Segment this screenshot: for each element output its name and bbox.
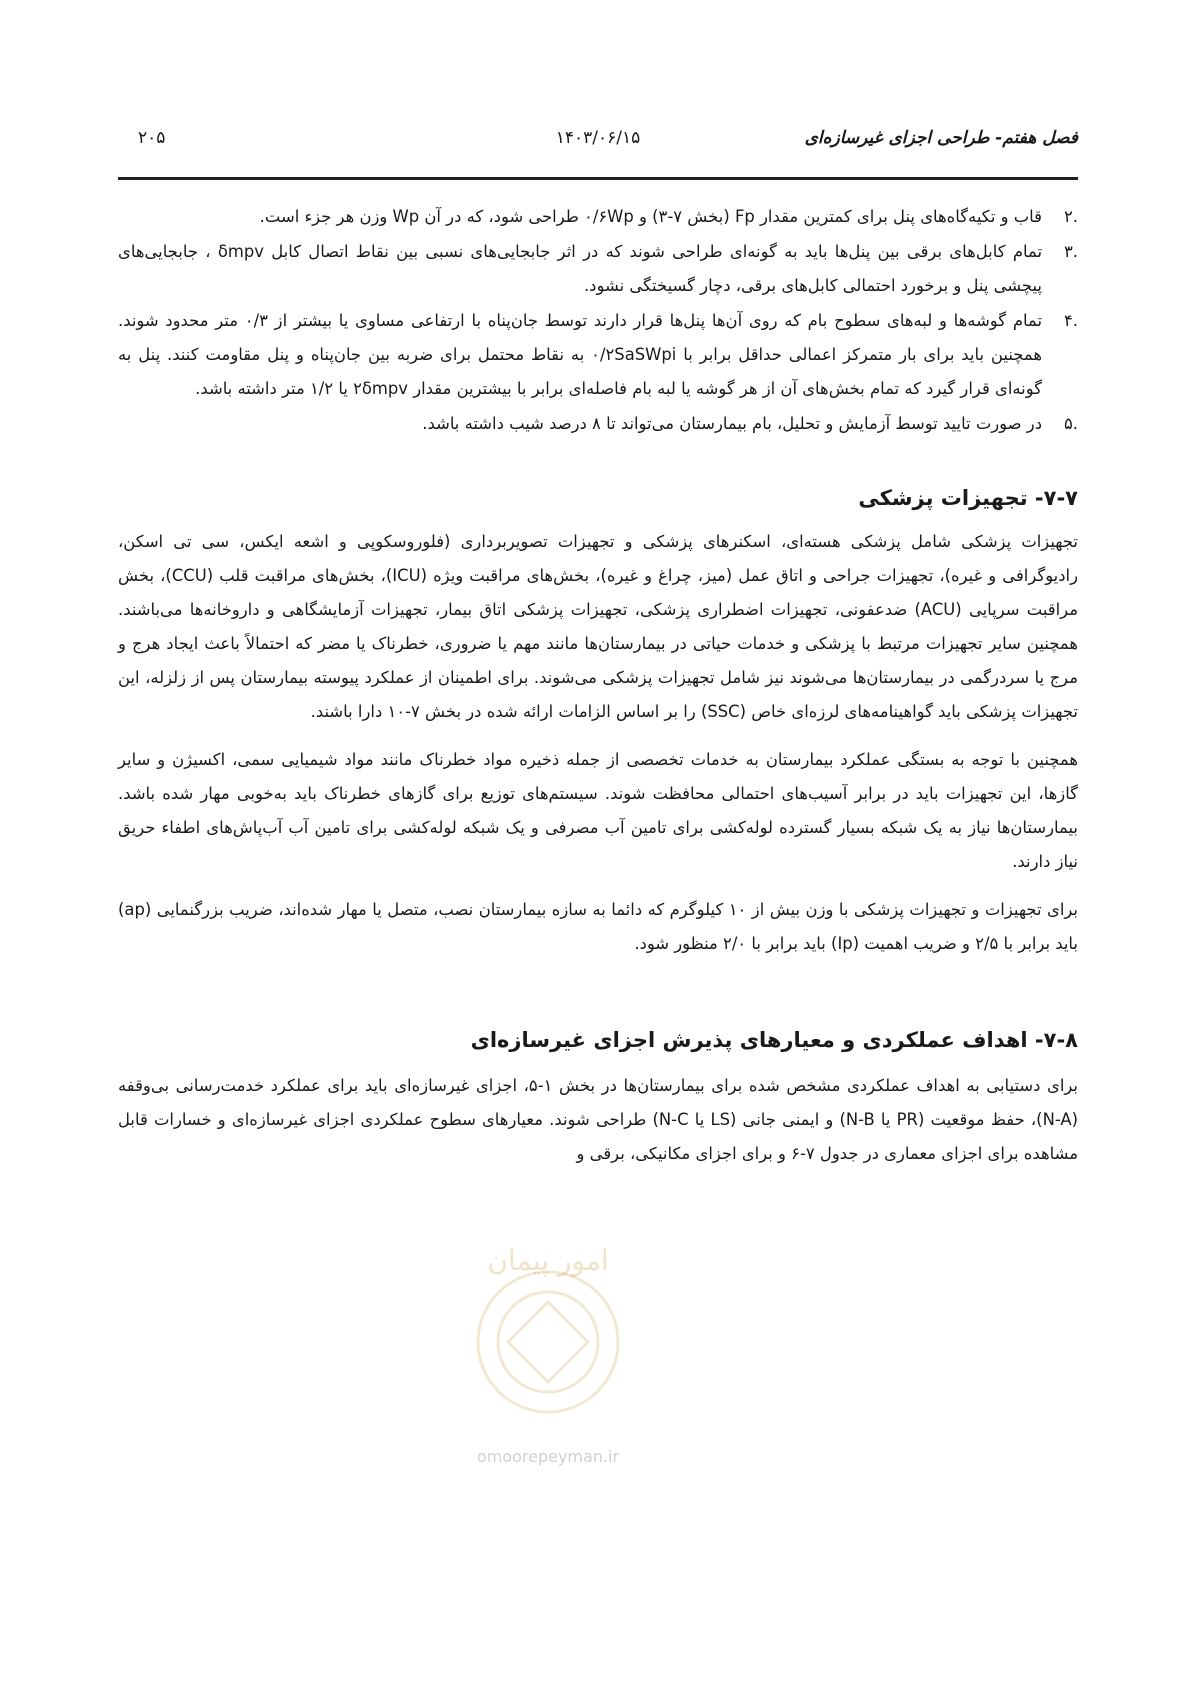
numbered-list [118, 200, 1078, 441]
list-number: .۵ [1063, 414, 1078, 433]
header-date: ۱۴۰۳/۰۶/۱۵ [555, 128, 641, 148]
page-header [118, 128, 1078, 156]
list-number: .۲ [1063, 207, 1078, 226]
section-heading-7-7: ۷-۷- تجهیزات پزشکی [858, 486, 1078, 510]
list-item [118, 200, 1078, 234]
paragraph: برای تجهیزات و تجهیزات پزشکی با وزن بیش از ۱۰ کیلوگرم که دائما به سازه بیمارستان نصب، متصل یا مهار شده‌اند، ضریب بزرگنمایی (ap) باید برابر با ۲/۵ و ضریب اهمیت (Ip) باید برابر با ۲/۰ منظور شود. [118, 900, 1078, 953]
watermark-url: omoorepeyman.ir [476, 1447, 620, 1466]
list-item [118, 304, 1078, 406]
list-text: تمام کابل‌های برقی بین پنل‌ها باید به گونه‌ای طراحی شوند که در اثر جابجایی‌های نسبی بین نقاط اتصال کابل δmpv ، جابجایی‌های پیچشی پنل و برخورد احتمالی کابل‌های برقی، دچار گسیختگی نشود. [118, 242, 1042, 295]
list-text: تمام گوشه‌ها و لبه‌های سطوح بام که روی آن‌ها پنل‌ها قرار دارند توسط جان‌پناه با ارتفاعی مساوی یا بیشتر از ۰/۳ متر محدود شوند. همچنین باید برای بار متمرکز اعمالی حداقل برابر با ۰/۲SaSWpi به نقاط محتمل برای ضربه بین جان‌پناه و پنل مقاومت کنند. پنل به گونه‌ای قرار گیرد که تمام بخش‌های آن از هر گوشه یا لبه بام فاصله‌ای برابر با بیشترین مقدار ۲δmpv یا ۱/۲ متر داشته باشد. [118, 311, 1043, 398]
chapter-title: فصل هفتم- طراحی اجزای غیرسازه‌ای [804, 128, 1078, 148]
list-text: در صورت تایید توسط آزمایش و تحلیل، بام بیمارستان می‌تواند تا ۸ درصد شیب داشته باشد. [422, 414, 1042, 433]
list-text: قاب و تکیه‌گاه‌های پنل برای کمترین مقدار Fp (بخش ۷-۳) و ۰/۶Wp طراحی شود، که در آن Wp وزن هر جزء است. [259, 207, 1042, 226]
list-number: .۳ [1063, 242, 1078, 261]
page-number: ۲۰۵ [138, 128, 166, 148]
section-heading-7-8: ۷-۸- اهداف عملکردی و معیارهای پذیرش اجزای غیرسازه‌ای [470, 1028, 1078, 1052]
page-content [118, 200, 1078, 1185]
list-item [118, 407, 1078, 441]
watermark-logo [448, 1222, 648, 1472]
paragraph: تجهیزات پزشکی شامل پزشکی هسته‌ای، اسکنرهای پزشکی و تجهیزات تصویربرداری (فلوروسکوپی و اشعه ایکس، سی تی اسکن، رادیوگرافی و غیره)، تجهیزات جراحی و اتاق عمل (میز، چراغ و غیره)، بخش‌های مراقبت ویژه (ICU)، بخش‌های مراقبت قلب (CCU)، بخش مراقبت سرپایی (ACU) ضدعفونی، تجهیزات اضطراری پزشکی، تجهیزات پزشکی اتاق بیمار، تجهیزات آزمایشگاهی و داروخانه‌ها می‌باشند. همچنین سایر تجهیزات مرتبط با پزشکی و خدمات حیاتی در بیمارستان‌ها مانند مهم یا ضروری، خطرناک یا مضر که احتمالاً باعث ایجاد هرج و مرج یا سردرگمی در بیمارستان‌ها می‌شوند نیز شامل تجهیزات پزشکی می‌شوند. برای اطمینان از عملکرد پیوسته بیمارستان پس از زلزله، این تجهیزات پزشکی باید گواهینامه‌های لرزه‌ای خاص (SSC) را بر اساس الزامات ارائه شده در بخش ۷-۱۰ دارا باشند. [118, 532, 1079, 721]
list-item [118, 235, 1078, 303]
list-number: .۴ [1063, 311, 1078, 330]
paragraph: برای دستیابی به اهداف عملکردی مشخص شده برای بیمارستان‌ها در بخش ۱-۵، اجزای غیرسازه‌ای باید برای عملکرد خدمت‌رسانی بی‌وقفه (N-A)، حفظ موقعیت (PR یا N-B) و ایمنی جانی (LS یا N-C) طراحی شوند. معیارهای سطوح عملکردی اجزای غیرسازه‌ای و خسارات قابل مشاهده برای اجزای معماری در جدول ۷-۶ و برای اجزای مکانیکی، برقی و [118, 1076, 1078, 1163]
watermark-logo-text: امور پیمان [487, 1244, 609, 1277]
paragraph: همچنین با توجه به بستگی عملکرد بیمارستان به خدمات تخصصی از جمله ذخیره مواد خطرناک مانند مواد شیمیایی سمی، اکسیژن و سایر گازها، این تجهیزات باید در برابر آسیب‌های احتمالی محافظت شوند. سیستم‌های توزیع برای گازهای خطرناک باید به‌خوبی مهار شده باشد. بیمارستان‌ها نیاز به یک شبکه بسیار گسترده لوله‌کشی برای تامین آب مصرفی و یک شبکه لوله‌کشی برای تامین آب آب‌پاش‌های اطفاء حریق نیاز دارند. [118, 750, 1078, 871]
header-rule [118, 177, 1078, 180]
